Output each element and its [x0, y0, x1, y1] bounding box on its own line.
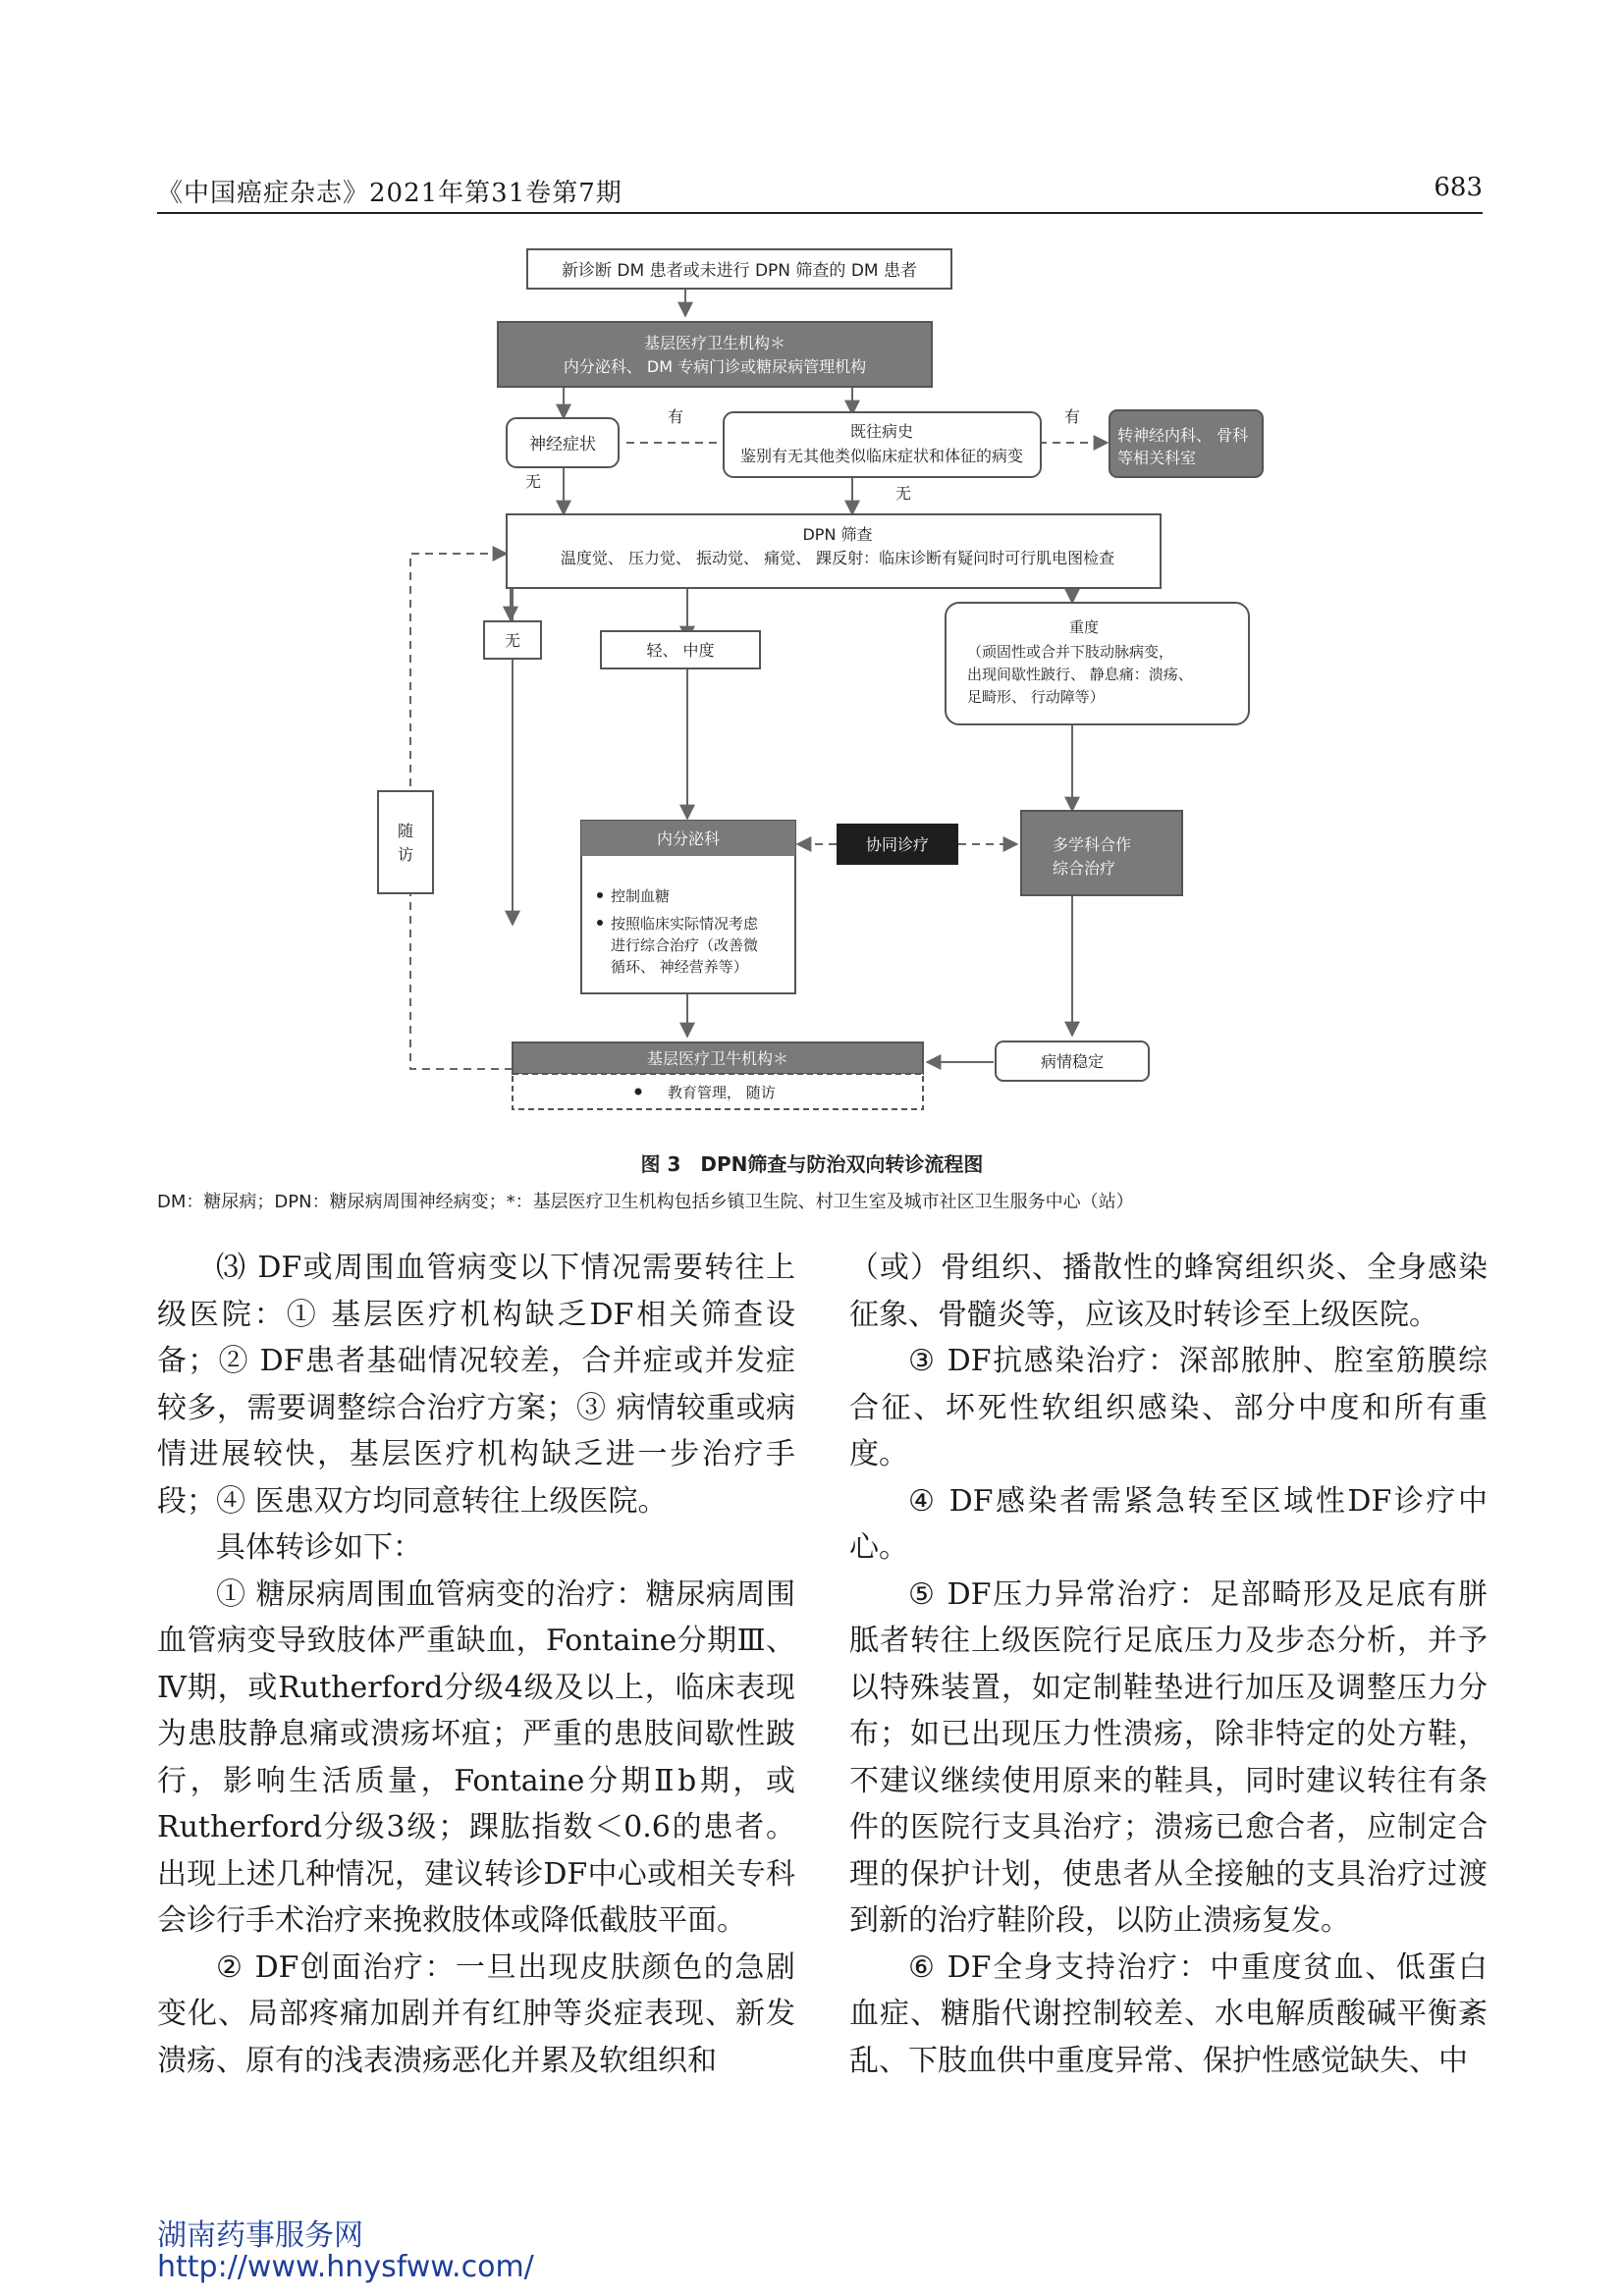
box-primary-care-bottom	[513, 1042, 923, 1109]
paragraph: 具体转诊如下：	[216, 1530, 422, 1565]
svg-text:温度觉、 压力觉、 振动觉、 痛觉、 踝反射：临床诊断有疑问: 温度觉、 压力觉、 振动觉、 痛觉、 踝反射：临床诊断有疑问时可行肌电图检查	[560, 549, 1115, 567]
paragraph: ⑥ DF全身支持治疗：中重度贫血、低蛋白血症、糖脂代谢控制较差、水电解质酸碱平衡紊乱、下肢血供中重度异常、保护性感觉缺失、中	[849, 1949, 1488, 2078]
paragraph: ⑤ DF压力异常治疗：足部畸形及足底有胼胝者转往上级医院行足底压力及步态分析，并予以特殊装置，如定制鞋垫进行加压及调整压力分布；如已出现压力性溃疡，除非特定的处方鞋，不建议继续使用原来的鞋具，同时建议转往有条件的医院行支具治疗；溃疡已愈合者，应制定合理的保护计划，使患者从全接触的支具治疗过渡到新的治疗鞋阶段，以防止溃疡复发。	[849, 1576, 1488, 1938]
box-result-mild-moderate	[601, 631, 760, 668]
svg-text:内分泌科、 DM 专病门诊或糖尿病管理机构: 内分泌科、 DM 专病门诊或糖尿病管理机构	[563, 357, 867, 376]
box-multidisciplinary	[1021, 811, 1182, 895]
paragraph: ③ DF抗感染治疗：深部脓肿、腔室筋膜综合征、坏死性软组织感染、部分中度和所有重度。	[849, 1344, 1488, 1471]
svg-text:转神经内科、 骨科: 转神经内科、 骨科	[1117, 426, 1249, 445]
svg-text:病情稳定: 病情稳定	[1040, 1052, 1105, 1071]
svg-text:控制血糖: 控制血糖	[611, 887, 671, 905]
svg-text:出现间歇性跛行、 静息痛：溃疡、: 出现间歇性跛行、 静息痛：溃疡、	[967, 666, 1193, 683]
box-follow-up	[378, 791, 433, 893]
svg-text:基层医疗卫牛机构＊: 基层医疗卫牛机构＊	[646, 1049, 789, 1068]
journal-title: 《中国癌症杂志》2021年第31卷第7期	[157, 179, 623, 208]
svg-text:足畸形、 行动障等）: 足畸形、 行动障等）	[967, 688, 1105, 706]
paragraph: ⑶ DF或周围血管病变以下情况需要转往上级医院：① 基层医疗机构缺乏DF相关筛查设备；② DF患者基础情况较差，合并症或并发症较多，需要调整综合治疗方案；③ 病情较重或病情进展较快，基层医疗机构缺乏进一步治疗手段；④ 医患双方均同意转往上级医院。	[157, 1251, 795, 1519]
box-neuro-symptom	[507, 418, 619, 467]
svg-text:多学科合作: 多学科合作	[1053, 835, 1132, 854]
svg-text:基层医疗卫生机构＊: 基层医疗卫生机构＊	[643, 334, 786, 352]
site-url-link[interactable]: http://www.hnysfww.com/	[157, 2250, 534, 2284]
page-number: 683	[1434, 173, 1483, 202]
box-endocrinology	[581, 821, 795, 993]
svg-text:新诊断 DM 患者或未进行 DPN 筛查的 DM 患者: 新诊断 DM 患者或未进行 DPN 筛查的 DM 患者	[562, 261, 917, 281]
box-medical-history	[724, 412, 1041, 477]
svg-text:既往病史: 既往病史	[849, 422, 914, 441]
box-new-patient	[527, 249, 951, 289]
site-name: 湖南药事服务网	[157, 2218, 363, 2253]
svg-text:综合治疗: 综合治疗	[1053, 859, 1116, 878]
header-rule	[157, 212, 1483, 214]
box-referral-departments	[1110, 410, 1263, 477]
svg-text:循环、 神经营养等）: 循环、 神经营养等）	[611, 958, 748, 976]
box-collaborative	[838, 825, 957, 864]
label-no-history: 无	[894, 484, 912, 503]
svg-text:协同诊疗: 协同诊疗	[865, 835, 930, 854]
label-yes-history: 有	[667, 407, 684, 426]
dpn-referral-flowchart	[0, 226, 1624, 1139]
box-stable	[996, 1041, 1149, 1081]
svg-text:（顽固性或合并下肢动脉病变，: （顽固性或合并下肢动脉病变，	[967, 643, 1174, 661]
svg-text:教育管理， 随访: 教育管理， 随访	[668, 1084, 776, 1101]
box-dpn-screening	[507, 514, 1161, 588]
svg-text:按照临床实际情况考虑: 按照临床实际情况考虑	[611, 915, 759, 933]
paragraph: （或）骨组织、播散性的蜂窝组织炎、全身感染征象、骨髓炎等，应该及时转诊至上级医院。	[849, 1251, 1488, 1332]
paragraph: ② DF创面治疗：一旦出现皮肤颜色的急剧变化、局部疼痛加剧并有红肿等炎症表现、新发溃疡、原有的浅表溃疡恶化并累及软组织和	[157, 1949, 795, 2078]
svg-text:访: 访	[397, 845, 414, 864]
svg-text:无: 无	[504, 631, 521, 650]
figure-note: DM：糖尿病；DPN：糖尿病周围神经病变；*：基层医疗卫生机构包括乡镇卫生院、村卫生室及城市社区卫生服务中心（站）	[157, 1192, 1134, 1212]
box-result-none	[484, 621, 541, 659]
svg-text:神经症状: 神经症状	[529, 435, 596, 454]
label-no-symptom: 无	[524, 472, 542, 491]
svg-text:等相关科室: 等相关科室	[1117, 449, 1197, 467]
label-yes-referral: 有	[1063, 407, 1081, 426]
paragraph: ① 糖尿病周围血管病变的治疗：糖尿病周围血管病变导致肢体严重缺血，Fontaine分期Ⅲ、Ⅳ期，或Rutherford分级4级及以上，临床表现为患肢静息痛或溃疡坏疽；严重的患肢间歇性跛行，影响生活质量，Fontaine分期Ⅱb期，或Rutherford分级3级；踝肱指数＜0.6的患者。出现上述几种情况，建议转诊DF中心或相关专科会诊行手术治疗来挽救肢体或降低截肢平面。	[157, 1576, 795, 1938]
right-column	[849, 1245, 1488, 2084]
paragraph: ④ DF感染者需紧急转至区域性DF诊疗中心。	[849, 1483, 1488, 1565]
figure-caption: 图 3 DPN筛查与防治双向转诊流程图	[640, 1152, 984, 1176]
left-column	[157, 1245, 795, 2084]
svg-text:DPN 筛查: DPN 筛查	[802, 525, 873, 544]
box-result-severe	[946, 603, 1249, 724]
svg-text:内分泌科: 内分泌科	[656, 829, 721, 848]
box-primary-care	[498, 322, 932, 387]
svg-text:鉴别有无其他类似临床症状和体征的病变: 鉴别有无其他类似临床症状和体征的病变	[739, 447, 1024, 465]
svg-text:轻、 中度: 轻、 中度	[646, 641, 715, 660]
svg-text:随: 随	[397, 822, 414, 840]
svg-text:进行综合治疗（改善微: 进行综合治疗（改善微	[611, 936, 759, 954]
svg-text:重度: 重度	[1068, 618, 1100, 636]
